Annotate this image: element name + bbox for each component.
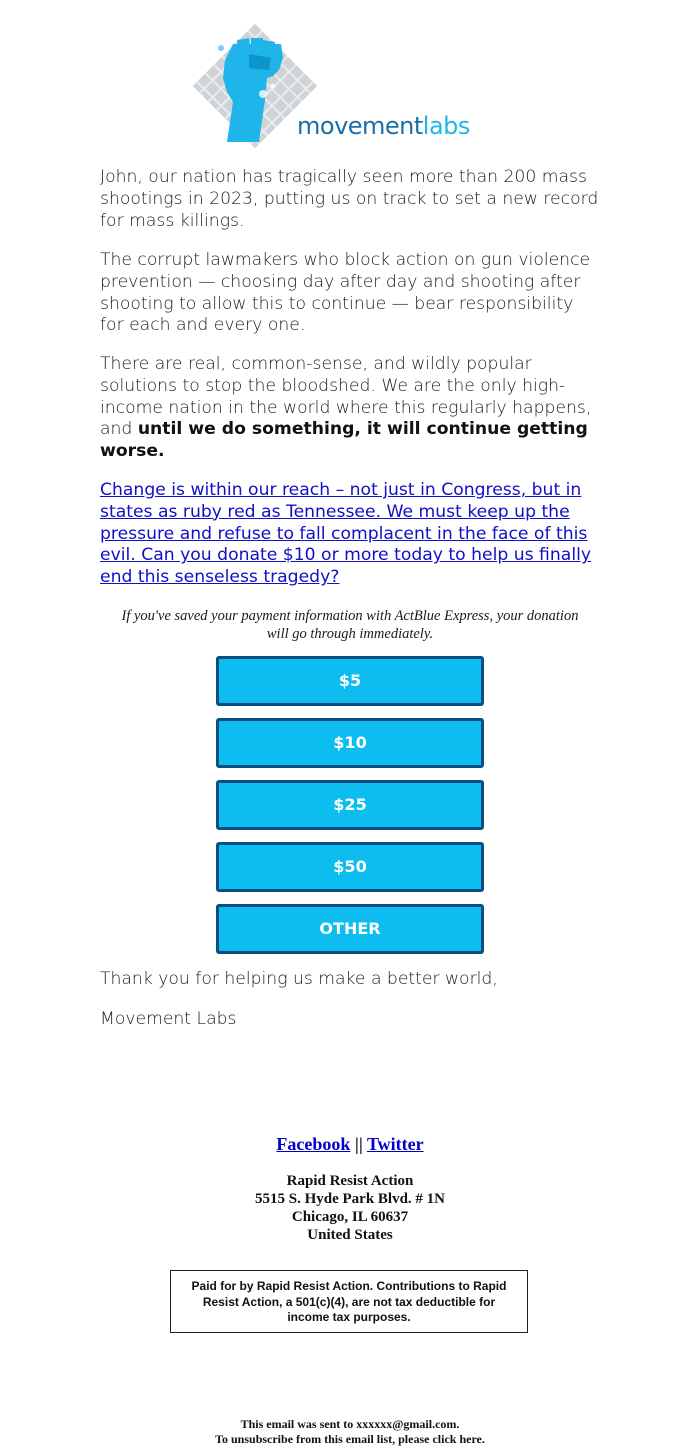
donate-5-button[interactable]: $5	[216, 656, 484, 706]
country: United States	[307, 1227, 393, 1243]
twitter-link[interactable]: Twitter	[366, 1134, 424, 1154]
donate-appeal-link[interactable]: Change is within our reach – not just in Congress, but in states as ruby red as Tennessee. We must keep up the pressure and refuse to fall complacent in the face of this evil. Can you donate $10 or more today to help us finally end this senseless tragedy?	[100, 480, 592, 588]
solutions-text: There are real, common-sense, and wildly popular solutions to stop the bloodshed. We are the only high-income nation in the world where this regularly happens, and	[100, 354, 592, 440]
facebook-link[interactable]: Facebook	[276, 1134, 351, 1154]
solutions-paragraph	[100, 354, 600, 463]
closing-line: Thank you for helping us make a better world,	[100, 969, 498, 989]
social-links	[0, 1134, 700, 1155]
lawmakers-paragraph: The corrupt lawmakers who block action on gun violence prevention — choosing day after day and shooting after shooting to allow this to continue — bear responsibility for each and every one.	[100, 250, 591, 336]
actblue-express-note: If you've saved your payment information with ActBlue Express, your donation will go through immediately.	[121, 608, 579, 642]
donate-50-button[interactable]: $50	[216, 842, 484, 892]
unsubscribe-link[interactable]: To unsubscribe from this email list, please click here.	[215, 1432, 485, 1446]
street-address: 5515 S. Hyde Park Blvd. # 1N	[254, 1191, 446, 1207]
city-state-zip: Chicago, IL 60637	[291, 1209, 409, 1225]
movement-labs-logo[interactable]	[193, 18, 513, 153]
donate-other-button[interactable]: OTHER	[216, 904, 484, 954]
logo-wordmark: movementlabs	[297, 112, 470, 140]
signature: Movement Labs	[100, 1009, 237, 1029]
donate-25-button[interactable]: $25	[216, 780, 484, 830]
donate-10-button[interactable]: $10	[216, 718, 484, 768]
sent-to-notice: This email was sent to xxxxxx@gmail.com.	[240, 1417, 460, 1431]
social-separator: ||	[354, 1134, 363, 1154]
email-legal-footer	[0, 1417, 700, 1447]
donate-appeal-paragraph	[100, 480, 600, 589]
paid-for-disclaimer: Paid for by Rapid Resist Action. Contributions to Rapid Resist Action, a 501(c)(4), are not tax deductible for income tax purposes.	[170, 1270, 528, 1333]
org-name: Rapid Resist Action	[286, 1173, 414, 1189]
mailing-address	[0, 1172, 700, 1244]
solutions-bold-text: until we do something, it will continue getting worse.	[100, 419, 588, 462]
intro-paragraph: John, our nation has tragically seen more than 200 mass shootings in 2023, putting us on track to set a new record for mass killings.	[100, 167, 599, 231]
